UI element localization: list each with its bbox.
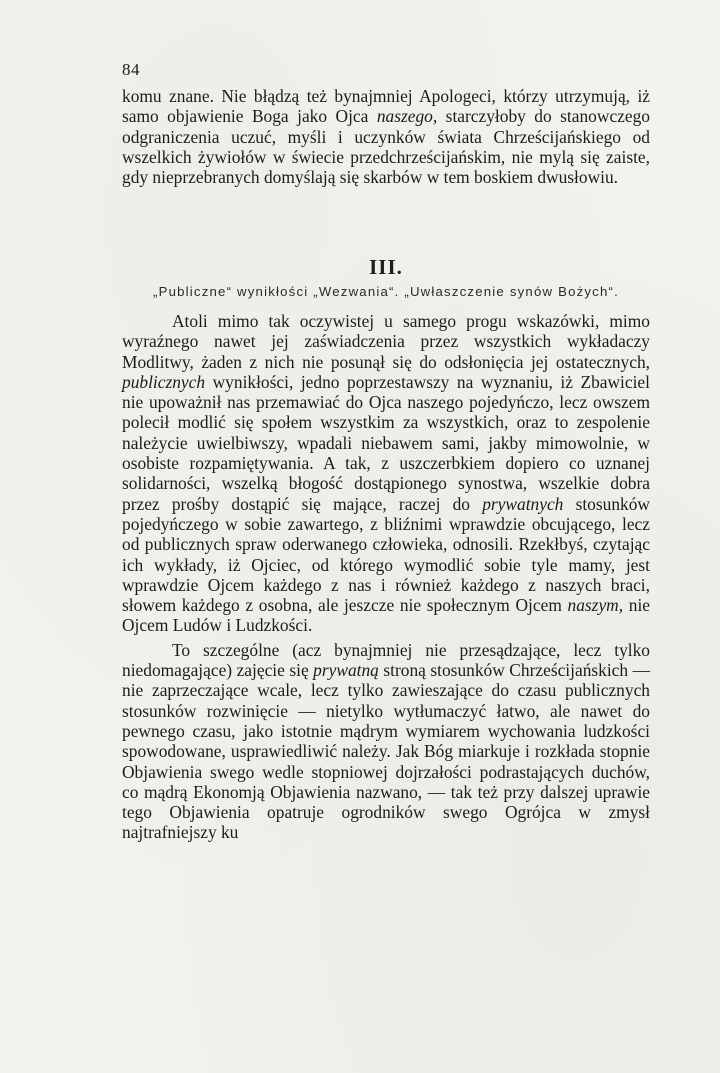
italic-term: prywatną	[313, 660, 379, 681]
italic-term: naszego,	[376, 106, 438, 127]
page-number: 84	[122, 60, 140, 79]
italic-term: prywatnych	[482, 493, 564, 514]
italic-term: publicznych	[122, 371, 206, 392]
paragraph-2: To szczególne (acz bynajmniej nie przesądzające, lecz tylko niedomagające) zajęcie się prywatną stroną stosunków Chrześcijańskich — nie zaprzeczające wcale, lecz tylko zawieszające do czasu publicznych stosunków rozwinięcie — nietylko wytłumaczyć łatwo, ale nawet do pewnego czasu, jako istotnie mądrym wymiarem wychowania ludzkości spowodowane, usprawiedliwić należy. Jak Bóg miarkuje i rozkłada stopnie Objawienia swego wedle stopniowej dojrzałości podrastających duchów, co mądrą Ekonomją Objawienia nazwano, — tak też przy dalszej uprawie tego Objawienia opatruje ogrodników swego Ogrójca w zmysł najtrafniejszy ku	[122, 639, 650, 843]
main-text-block	[122, 311, 650, 843]
section-heading: III.	[369, 255, 403, 279]
paragraph-1: Atoli mimo tak oczywistej u samego progu wskazówki, mimo wyraźnego nawet jej zaświadczenia przez wszystkich wykładaczy Modlitwy, żaden z nich nie posunął się do odsłonięcia jej ostatecznych, publicznych wynikłości, jedno poprzestawszy na wyznaniu, iż Zbawiciel nie upoważnił nas przemawiać do Ojca naszego pojedyńczo, lecz owszem polecił modlić się społem wszystkim za wszystkich, oraz to zespolenie należycie uwielbiwszy, wpadali niebawem sami, jakby mimowolnie, w osobiste rozpamiętywania. A tak, z uszczerbkiem dopiero co uznanej solidarności, wszelką błogość dostąpionego synostwa, wszelkie dobra przez prośby dostąpić się mające, raczej do prywatnych stosunków pojedyńczego w sobie zawartego, z bliźnimi wprawdzie obcującego, lecz od publicznych spraw oderwanego człowieka, odnosili. Rzekłbyś, czytając ich wykłady, iż Ojciec, od którego wymodlić sobie tyle mamy, jest wprawdzie Ojcem każdego z nas i również każdego z naszych braci, słowem każdego z osobna, ale jeszcze nie społecznym Ojcem naszym, nie Ojcem Ludów i Ludzkości.	[122, 311, 650, 636]
intro-paragraph: komu znane. Nie błądzą też bynajmniej Apologeci, którzy utrzymują, iż samo objawienie Boga jako Ojca naszego, starczyłoby do stanowczego odgraniczenia uczuć, myśli i uczynków świata Chrześcijańskiego od wszelkich żywiołów w świecie przedchrześcijańskim, nie mylą się zaiste, gdy nieprzebranych domyślają się skarbów w tem boskiem dwusłowiu.	[122, 86, 650, 188]
italic-term: naszym,	[567, 595, 624, 616]
section-subtitle: „Publiczne“ wynikłości „Wezwania“. „Uwłaszczenie synów Bożych“.	[153, 284, 619, 299]
intro-text-block	[122, 86, 650, 187]
